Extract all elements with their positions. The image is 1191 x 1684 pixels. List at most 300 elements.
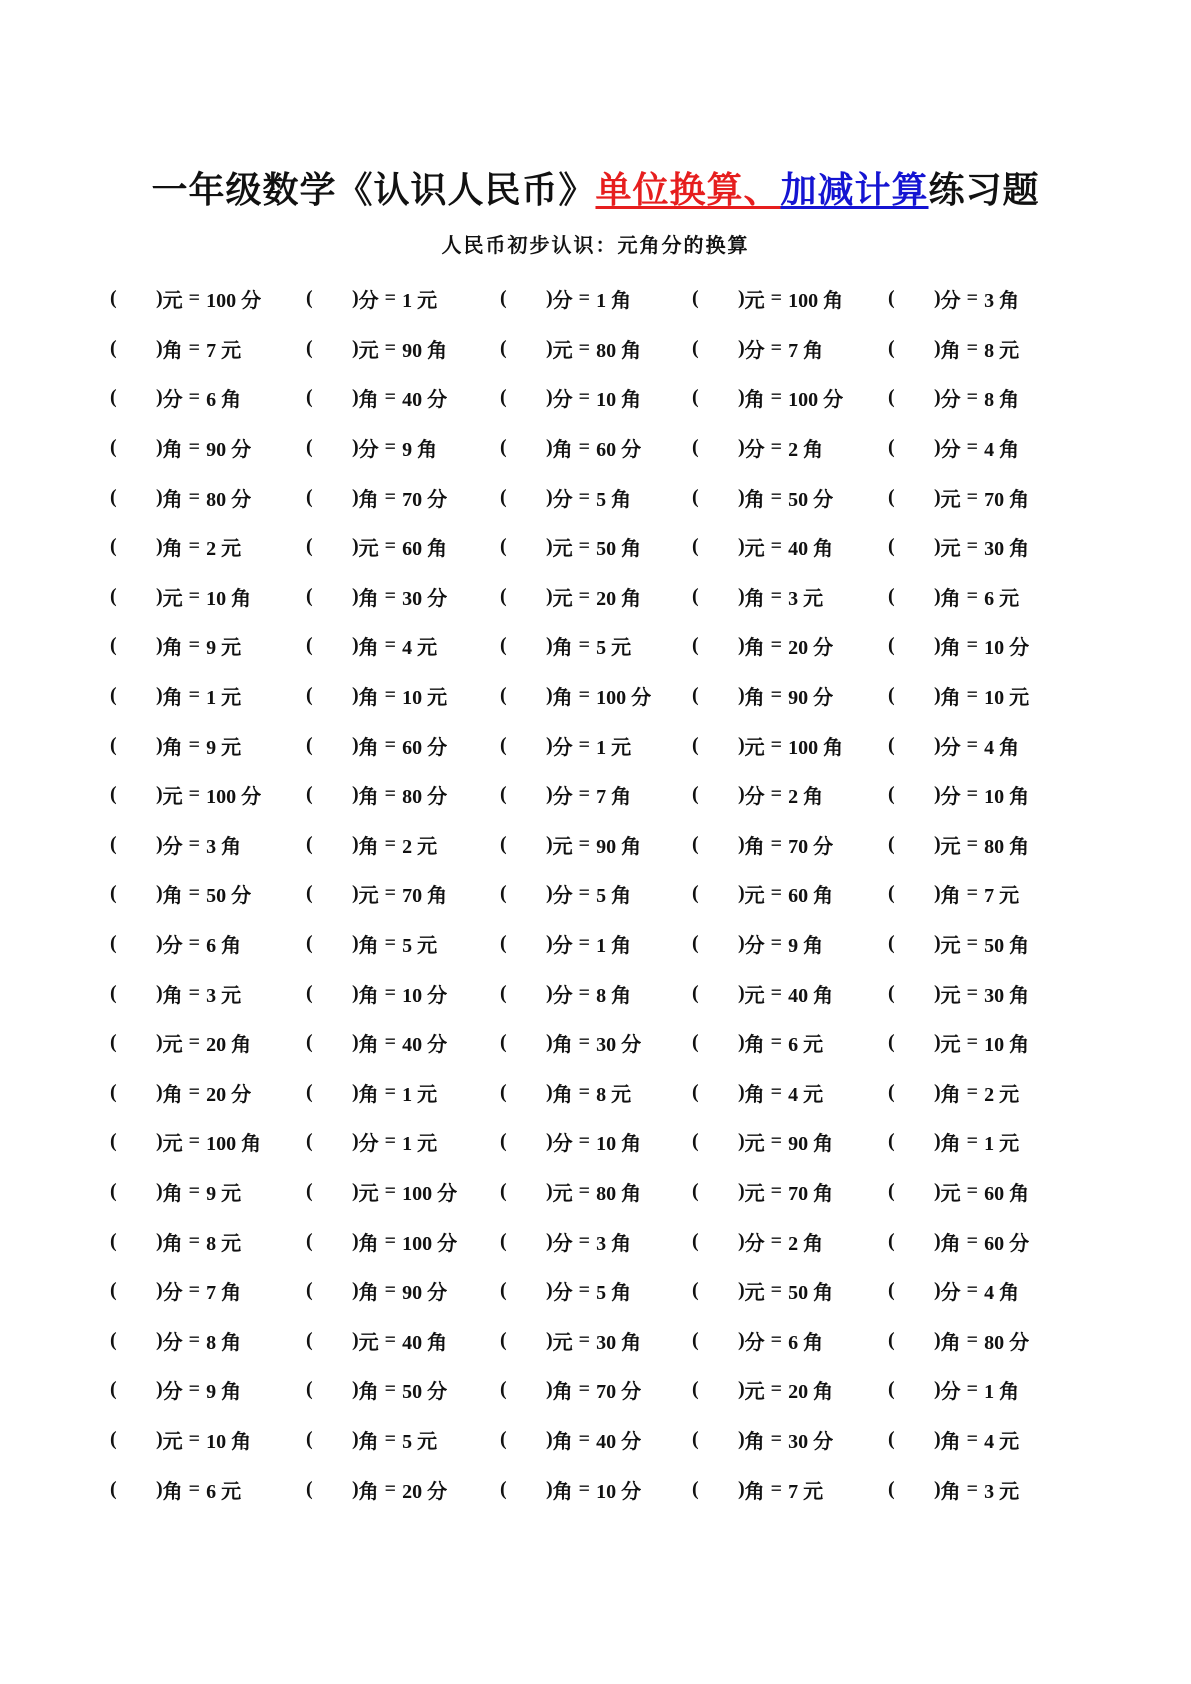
- exercise-item: [110, 284, 306, 313]
- answer-blank-open[interactable]: (: [692, 882, 699, 905]
- unit-label: 元: [940, 488, 961, 511]
- answer-blank-open[interactable]: (: [692, 1328, 699, 1351]
- answer-blank-open[interactable]: (: [500, 1477, 507, 1500]
- exercise-item: [888, 532, 1068, 561]
- answer-blank-close: ): [934, 386, 941, 409]
- answer-blank-open[interactable]: (: [306, 981, 313, 1004]
- unit-label: 元: [162, 786, 183, 809]
- answer-blank-open[interactable]: (: [500, 1179, 507, 1202]
- answer-blank-open[interactable]: (: [306, 1179, 313, 1202]
- equals-sign: =: [188, 1031, 201, 1054]
- answer-blank-open[interactable]: (: [110, 287, 117, 310]
- answer-blank-open[interactable]: (: [692, 832, 699, 855]
- exercise-item: [888, 433, 1068, 462]
- answer-blank-open[interactable]: (: [110, 1328, 117, 1351]
- equals-sign: =: [966, 1328, 979, 1351]
- answer-blank-open[interactable]: (: [110, 1427, 117, 1450]
- given-value: 1 角: [984, 1381, 1020, 1404]
- answer-blank-open[interactable]: (: [110, 1279, 117, 1302]
- answer-blank-open[interactable]: (: [888, 733, 895, 756]
- equals-sign: =: [966, 1031, 979, 1054]
- answer-blank-open[interactable]: (: [888, 1279, 895, 1302]
- answer-blank-open[interactable]: (: [306, 733, 313, 756]
- given-value: 1 元: [984, 1133, 1020, 1156]
- equals-sign: =: [384, 783, 397, 806]
- exercise-item: [888, 780, 1068, 809]
- given-value: 100 分: [788, 389, 844, 412]
- answer-blank-open[interactable]: (: [110, 1378, 117, 1401]
- equals-sign: =: [384, 1080, 397, 1103]
- answer-blank-close: ): [738, 932, 745, 955]
- given-value: 100 分: [402, 1232, 458, 1255]
- answer-blank-open[interactable]: (: [306, 535, 313, 558]
- exercise-item: [692, 929, 888, 958]
- answer-blank-open[interactable]: (: [888, 1130, 895, 1153]
- exercise-item: [110, 631, 306, 660]
- answer-blank-open[interactable]: (: [306, 1378, 313, 1401]
- answer-blank-close: ): [352, 287, 359, 310]
- answer-blank-open[interactable]: (: [692, 1378, 699, 1401]
- given-value: 50 角: [984, 935, 1030, 958]
- answer-blank-open[interactable]: (: [888, 336, 895, 359]
- given-value: 2 元: [206, 538, 242, 561]
- answer-blank-open[interactable]: (: [110, 832, 117, 855]
- given-value: 50 角: [596, 538, 642, 561]
- exercise-item: [500, 780, 692, 809]
- unit-label: 分: [744, 1331, 765, 1354]
- answer-blank-open[interactable]: (: [692, 485, 699, 508]
- exercise-item: [692, 582, 888, 611]
- answer-blank-open[interactable]: (: [110, 535, 117, 558]
- answer-blank-close: ): [156, 1130, 163, 1153]
- exercise-item: [500, 284, 692, 313]
- answer-blank-close: ): [738, 535, 745, 558]
- answer-blank-open[interactable]: (: [500, 783, 507, 806]
- answer-blank-close: ): [546, 584, 553, 607]
- exercise-row: [110, 1415, 1070, 1465]
- answer-blank-close: ): [546, 1179, 553, 1202]
- answer-blank-close: ): [156, 1229, 163, 1252]
- answer-blank-open[interactable]: (: [500, 1328, 507, 1351]
- exercise-item: [110, 929, 306, 958]
- given-value: 7 角: [596, 786, 632, 809]
- equals-sign: =: [578, 287, 591, 310]
- unit-label: 角: [940, 1133, 961, 1156]
- answer-blank-open[interactable]: (: [692, 932, 699, 955]
- answer-blank-open[interactable]: (: [888, 832, 895, 855]
- answer-blank-close: ): [738, 1477, 745, 1500]
- answer-blank-open[interactable]: (: [692, 684, 699, 707]
- answer-blank-close: ): [352, 1179, 359, 1202]
- unit-label: 角: [940, 885, 961, 908]
- unit-label: 角: [940, 1480, 961, 1503]
- answer-blank-open[interactable]: (: [692, 981, 699, 1004]
- answer-blank-open[interactable]: (: [888, 1179, 895, 1202]
- answer-blank-open[interactable]: (: [306, 634, 313, 657]
- unit-label: 元: [940, 1034, 961, 1057]
- given-value: 5 元: [596, 637, 632, 660]
- answer-blank-open[interactable]: (: [692, 336, 699, 359]
- unit-label: 角: [940, 587, 961, 610]
- answer-blank-open[interactable]: (: [110, 783, 117, 806]
- answer-blank-close: ): [738, 336, 745, 359]
- answer-blank-open[interactable]: (: [888, 485, 895, 508]
- answer-blank-open[interactable]: (: [110, 733, 117, 756]
- answer-blank-open[interactable]: (: [306, 584, 313, 607]
- answer-blank-open[interactable]: (: [306, 1080, 313, 1103]
- exercise-item: [692, 383, 888, 412]
- exercise-item: [500, 1475, 692, 1504]
- equals-sign: =: [384, 535, 397, 558]
- answer-blank-close: ): [738, 981, 745, 1004]
- equals-sign: =: [578, 386, 591, 409]
- unit-label: 分: [552, 935, 573, 958]
- equals-sign: =: [188, 584, 201, 607]
- equals-sign: =: [384, 832, 397, 855]
- answer-blank-close: ): [156, 336, 163, 359]
- exercise-row: [110, 1018, 1070, 1068]
- unit-label: 元: [744, 1182, 765, 1205]
- given-value: 9 角: [402, 439, 438, 462]
- given-value: 30 角: [984, 538, 1030, 561]
- exercise-item: [110, 483, 306, 512]
- given-value: 5 角: [596, 488, 632, 511]
- exercise-item: [110, 1425, 306, 1454]
- given-value: 1 角: [596, 935, 632, 958]
- answer-blank-open[interactable]: (: [888, 436, 895, 459]
- given-value: 20 角: [788, 1381, 834, 1404]
- given-value: 6 元: [984, 587, 1020, 610]
- equals-sign: =: [966, 336, 979, 359]
- answer-blank-open[interactable]: (: [110, 336, 117, 359]
- answer-blank-close: ): [546, 1229, 553, 1252]
- answer-blank-open[interactable]: (: [692, 1279, 699, 1302]
- answer-blank-close: ): [546, 832, 553, 855]
- given-value: 90 分: [206, 439, 252, 462]
- exercise-item: [306, 929, 500, 958]
- exercise-item: [500, 1276, 692, 1305]
- answer-blank-open[interactable]: (: [500, 287, 507, 310]
- equals-sign: =: [578, 981, 591, 1004]
- unit-label: 元: [358, 1331, 379, 1354]
- given-value: 6 元: [788, 1034, 824, 1057]
- answer-blank-open[interactable]: (: [500, 634, 507, 657]
- answer-blank-open[interactable]: (: [110, 1229, 117, 1252]
- answer-blank-close: ): [156, 1378, 163, 1401]
- answer-blank-open[interactable]: (: [888, 932, 895, 955]
- exercise-item: [306, 1375, 500, 1404]
- exercise-item: [500, 1227, 692, 1256]
- exercise-item: [888, 483, 1068, 512]
- exercise-item: [110, 532, 306, 561]
- answer-blank-open[interactable]: (: [888, 287, 895, 310]
- unit-label: 角: [552, 439, 573, 462]
- answer-blank-open[interactable]: (: [500, 1031, 507, 1054]
- answer-blank-open[interactable]: (: [110, 1130, 117, 1153]
- answer-blank-open[interactable]: (: [692, 584, 699, 607]
- answer-blank-open[interactable]: (: [110, 1179, 117, 1202]
- answer-blank-open[interactable]: (: [110, 981, 117, 1004]
- given-value: 10 角: [984, 786, 1030, 809]
- answer-blank-open[interactable]: (: [500, 1229, 507, 1252]
- answer-blank-open[interactable]: (: [888, 882, 895, 905]
- answer-blank-close: ): [546, 1378, 553, 1401]
- equals-sign: =: [966, 783, 979, 806]
- answer-blank-open[interactable]: (: [692, 535, 699, 558]
- equals-sign: =: [770, 1328, 783, 1351]
- answer-blank-open[interactable]: (: [110, 386, 117, 409]
- answer-blank-open[interactable]: (: [500, 932, 507, 955]
- answer-blank-open[interactable]: (: [500, 1130, 507, 1153]
- equals-sign: =: [770, 287, 783, 310]
- exercise-row: [110, 919, 1070, 969]
- equals-sign: =: [770, 783, 783, 806]
- answer-blank-open[interactable]: (: [306, 386, 313, 409]
- equals-sign: =: [188, 1328, 201, 1351]
- answer-blank-open[interactable]: (: [888, 1229, 895, 1252]
- answer-blank-open[interactable]: (: [500, 1279, 507, 1302]
- given-value: 40 角: [788, 984, 834, 1007]
- exercise-item: [888, 979, 1068, 1008]
- unit-label: 元: [358, 538, 379, 561]
- answer-blank-open[interactable]: (: [500, 386, 507, 409]
- given-value: 3 元: [206, 984, 242, 1007]
- answer-blank-open[interactable]: (: [500, 832, 507, 855]
- answer-blank-open[interactable]: (: [110, 882, 117, 905]
- given-value: 90 角: [402, 339, 448, 362]
- given-value: 60 分: [402, 736, 448, 759]
- answer-blank-close: ): [934, 1031, 941, 1054]
- answer-blank-open[interactable]: (: [888, 783, 895, 806]
- answer-blank-open[interactable]: (: [306, 882, 313, 905]
- answer-blank-open[interactable]: (: [888, 1378, 895, 1401]
- equals-sign: =: [966, 634, 979, 657]
- answer-blank-open[interactable]: (: [888, 1080, 895, 1103]
- answer-blank-open[interactable]: (: [500, 1427, 507, 1450]
- answer-blank-open[interactable]: (: [306, 1031, 313, 1054]
- exercise-row: [110, 1464, 1070, 1514]
- equals-sign: =: [770, 832, 783, 855]
- answer-blank-open[interactable]: (: [306, 1130, 313, 1153]
- answer-blank-open[interactable]: (: [306, 336, 313, 359]
- answer-blank-open[interactable]: (: [692, 1080, 699, 1103]
- unit-label: 角: [552, 637, 573, 660]
- answer-blank-close: ): [738, 1080, 745, 1103]
- answer-blank-open[interactable]: (: [500, 584, 507, 607]
- unit-label: 元: [358, 339, 379, 362]
- answer-blank-open[interactable]: (: [110, 584, 117, 607]
- given-value: 5 角: [596, 885, 632, 908]
- given-value: 80 分: [984, 1331, 1030, 1354]
- unit-label: 角: [358, 1480, 379, 1503]
- answer-blank-close: ): [156, 1427, 163, 1450]
- exercise-item: [306, 1227, 500, 1256]
- answer-blank-close: ): [934, 1477, 941, 1500]
- answer-blank-open[interactable]: (: [692, 1477, 699, 1500]
- answer-blank-open[interactable]: (: [500, 981, 507, 1004]
- answer-blank-open[interactable]: (: [500, 336, 507, 359]
- unit-label: 角: [162, 736, 183, 759]
- answer-blank-close: ): [738, 1031, 745, 1054]
- answer-blank-open[interactable]: (: [692, 436, 699, 459]
- answer-blank-open[interactable]: (: [692, 1229, 699, 1252]
- equals-sign: =: [578, 336, 591, 359]
- answer-blank-open[interactable]: (: [692, 386, 699, 409]
- answer-blank-open[interactable]: (: [888, 535, 895, 558]
- given-value: 4 角: [984, 736, 1020, 759]
- unit-label: 角: [358, 1381, 379, 1404]
- answer-blank-close: ): [546, 684, 553, 707]
- exercise-item: [306, 532, 500, 561]
- equals-sign: =: [578, 733, 591, 756]
- given-value: 100 角: [788, 290, 844, 313]
- answer-blank-open[interactable]: (: [306, 684, 313, 707]
- equals-sign: =: [578, 485, 591, 508]
- unit-label: 元: [552, 538, 573, 561]
- exercise-item: [500, 1326, 692, 1355]
- answer-blank-close: ): [934, 684, 941, 707]
- exercise-item: [692, 1326, 888, 1355]
- answer-blank-open[interactable]: (: [306, 287, 313, 310]
- given-value: 20 角: [596, 587, 642, 610]
- equals-sign: =: [578, 1427, 591, 1450]
- answer-blank-open[interactable]: (: [110, 485, 117, 508]
- answer-blank-open[interactable]: (: [306, 1279, 313, 1302]
- answer-blank-open[interactable]: (: [692, 1031, 699, 1054]
- unit-label: 分: [744, 339, 765, 362]
- answer-blank-close: ): [546, 882, 553, 905]
- equals-sign: =: [578, 1130, 591, 1153]
- answer-blank-open[interactable]: (: [500, 1080, 507, 1103]
- answer-blank-open[interactable]: (: [306, 485, 313, 508]
- answer-blank-open[interactable]: (: [110, 684, 117, 707]
- answer-blank-open[interactable]: (: [692, 783, 699, 806]
- answer-blank-close: ): [546, 1328, 553, 1351]
- exercise-item: [110, 979, 306, 1008]
- exercise-item: [692, 830, 888, 859]
- answer-blank-open[interactable]: (: [306, 436, 313, 459]
- unit-label: 分: [940, 290, 961, 313]
- worksheet-title: [0, 162, 1191, 213]
- answer-blank-open[interactable]: (: [888, 1427, 895, 1450]
- answer-blank-close: ): [546, 386, 553, 409]
- answer-blank-open[interactable]: (: [306, 932, 313, 955]
- answer-blank-open[interactable]: (: [306, 1477, 313, 1500]
- given-value: 3 元: [788, 587, 824, 610]
- answer-blank-open[interactable]: (: [888, 981, 895, 1004]
- equals-sign: =: [770, 336, 783, 359]
- answer-blank-open[interactable]: (: [500, 436, 507, 459]
- answer-blank-open[interactable]: (: [692, 1130, 699, 1153]
- unit-label: 元: [940, 984, 961, 1007]
- given-value: 30 分: [596, 1034, 642, 1057]
- answer-blank-close: ): [352, 1477, 359, 1500]
- answer-blank-open[interactable]: (: [888, 684, 895, 707]
- answer-blank-open[interactable]: (: [888, 584, 895, 607]
- given-value: 3 角: [206, 835, 242, 858]
- answer-blank-open[interactable]: (: [500, 684, 507, 707]
- answer-blank-open[interactable]: (: [692, 1179, 699, 1202]
- answer-blank-open[interactable]: (: [110, 634, 117, 657]
- answer-blank-open[interactable]: (: [692, 287, 699, 310]
- equals-sign: =: [384, 336, 397, 359]
- answer-blank-open[interactable]: (: [500, 535, 507, 558]
- exercise-item: [110, 334, 306, 363]
- answer-blank-open[interactable]: (: [110, 1031, 117, 1054]
- answer-blank-close: ): [934, 634, 941, 657]
- equals-sign: =: [188, 981, 201, 1004]
- answer-blank-close: ): [738, 485, 745, 508]
- answer-blank-open[interactable]: (: [500, 733, 507, 756]
- given-value: 30 分: [788, 1430, 834, 1453]
- answer-blank-close: ): [738, 882, 745, 905]
- answer-blank-open[interactable]: (: [500, 485, 507, 508]
- answer-blank-close: ): [738, 832, 745, 855]
- equals-sign: =: [384, 1477, 397, 1500]
- answer-blank-open[interactable]: (: [692, 733, 699, 756]
- given-value: 8 元: [984, 339, 1020, 362]
- answer-blank-open[interactable]: (: [888, 386, 895, 409]
- answer-blank-open[interactable]: (: [306, 1328, 313, 1351]
- given-value: 7 角: [788, 339, 824, 362]
- unit-label: 角: [162, 488, 183, 511]
- equals-sign: =: [578, 1279, 591, 1302]
- exercise-item: [110, 1375, 306, 1404]
- answer-blank-open[interactable]: (: [888, 1031, 895, 1054]
- answer-blank-close: ): [352, 832, 359, 855]
- answer-blank-open[interactable]: (: [306, 832, 313, 855]
- exercise-item: [888, 1127, 1068, 1156]
- exercise-item: [500, 681, 692, 710]
- answer-blank-close: ): [934, 1279, 941, 1302]
- answer-blank-open[interactable]: (: [110, 436, 117, 459]
- answer-blank-open[interactable]: (: [888, 634, 895, 657]
- equals-sign: =: [384, 436, 397, 459]
- exercise-row: [110, 1216, 1070, 1266]
- answer-blank-open[interactable]: (: [306, 1229, 313, 1252]
- answer-blank-open[interactable]: (: [110, 1477, 117, 1500]
- given-value: 60 角: [402, 538, 448, 561]
- answer-blank-open[interactable]: (: [692, 634, 699, 657]
- answer-blank-open[interactable]: (: [500, 882, 507, 905]
- unit-label: 元: [940, 1182, 961, 1205]
- equals-sign: =: [578, 1080, 591, 1103]
- exercise-item: [692, 1475, 888, 1504]
- answer-blank-open[interactable]: (: [306, 783, 313, 806]
- answer-blank-close: ): [352, 1080, 359, 1103]
- exercise-item: [888, 284, 1068, 313]
- answer-blank-open[interactable]: (: [888, 1477, 895, 1500]
- answer-blank-open[interactable]: (: [888, 1328, 895, 1351]
- title-suffix: 练习题: [928, 170, 1040, 211]
- exercise-item: [692, 433, 888, 462]
- unit-label: 角: [744, 1430, 765, 1453]
- answer-blank-open[interactable]: (: [110, 932, 117, 955]
- equals-sign: =: [188, 1427, 201, 1450]
- answer-blank-open[interactable]: (: [692, 1427, 699, 1450]
- answer-blank-open[interactable]: (: [306, 1427, 313, 1450]
- exercise-row: [110, 770, 1070, 820]
- unit-label: 分: [358, 290, 379, 313]
- answer-blank-close: ): [352, 882, 359, 905]
- answer-blank-close: ): [156, 783, 163, 806]
- equals-sign: =: [770, 981, 783, 1004]
- exercise-row: [110, 820, 1070, 870]
- answer-blank-open[interactable]: (: [500, 1378, 507, 1401]
- equals-sign: =: [966, 485, 979, 508]
- exercise-row: [110, 671, 1070, 721]
- answer-blank-open[interactable]: (: [110, 1080, 117, 1103]
